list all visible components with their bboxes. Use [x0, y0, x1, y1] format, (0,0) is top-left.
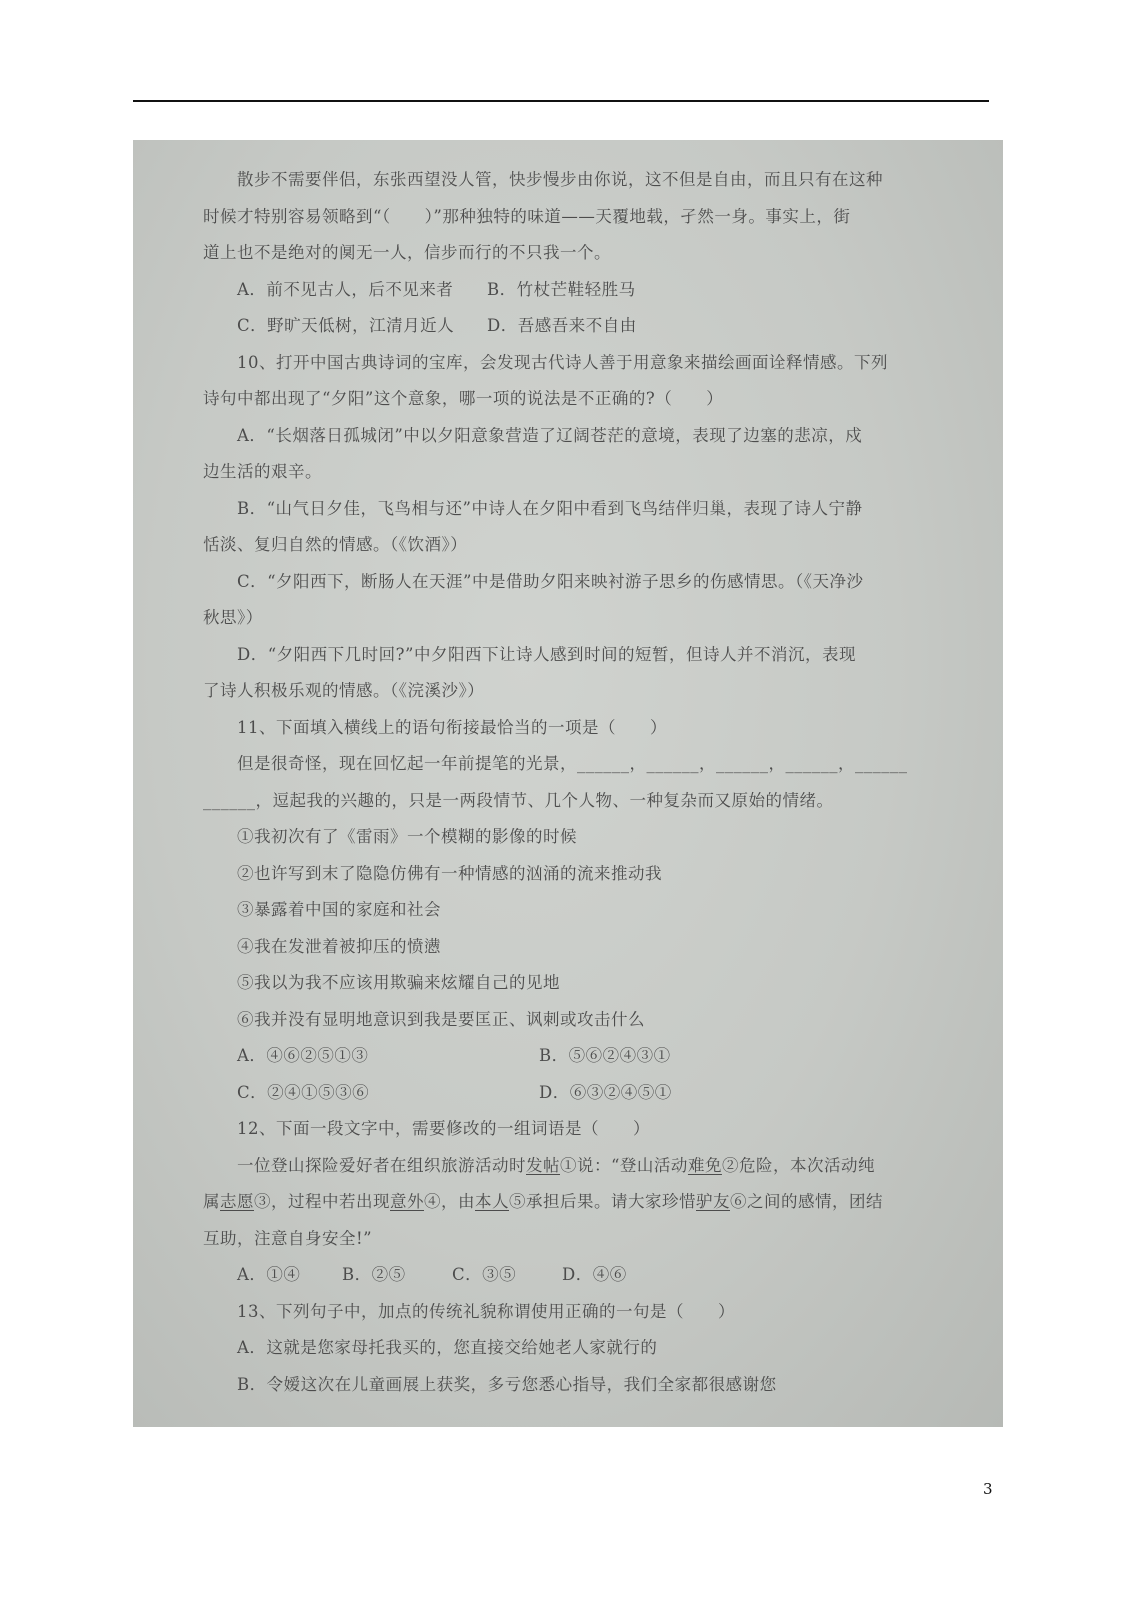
q9-option-c: C．野旷天低树，江清月近人: [237, 316, 455, 335]
q11-sentence-3: ③暴露着中国的家庭和社会: [237, 900, 441, 919]
q12-passage-line-2: [203, 1184, 983, 1221]
q12-text: ③，过程中若出现: [254, 1192, 390, 1211]
q11-options-row-1: [203, 1038, 983, 1075]
q10-option-a: A．“长烟落日孤城闭”中以夕阳意象营造了辽阔苍茫的意境，表现了边塞的悲凉，戍: [237, 425, 863, 445]
q12-underlined-word: 意外: [390, 1192, 424, 1211]
q11-sentence-4: ④我在发泄着被抑压的愤懑: [237, 936, 441, 956]
scanned-exam-page: [133, 140, 1003, 1427]
q12-text: 一位登山探险爱好者在组织旅游活动时: [237, 1155, 526, 1175]
q13-option-b: B．令嫒这次在儿童画展上获奖，多亏您悉心指导，我们全家都很感谢您: [237, 1374, 777, 1394]
q12-passage-line-1: [203, 1148, 983, 1185]
q12-passage-line-3: 互助，注意自身安全!”: [203, 1228, 373, 1248]
q12-underlined-word: 志愿: [220, 1192, 254, 1211]
q11-sentence-2: ②也许写到末了隐隐仿佛有一种情感的汹涌的流来推动我: [237, 863, 662, 883]
q11-option-d: D．⑥③②④⑤①: [539, 1082, 672, 1102]
q12-text: ④，由: [424, 1192, 475, 1211]
q12-underlined-word: 难免: [687, 1155, 722, 1175]
page-number: 3: [983, 1480, 993, 1498]
passage-line: 时候才特别容易领略到“（ ）”那种独特的味道——天覆地载，孑然一身。事实上，街: [203, 206, 851, 226]
q12-option-b: B．②⑤: [342, 1265, 406, 1284]
q11-option-a: A．④⑥②⑤①③: [237, 1046, 369, 1065]
q12-underlined-word: 本人: [475, 1192, 509, 1211]
q10-stem: 诗句中都出现了“夕阳”这个意象，哪一项的说法是不正确的?（ ）: [203, 389, 724, 408]
q13-option-a: A．这就是您家母托我买的，您直接交给她老人家就行的: [237, 1338, 658, 1357]
q12-text: 属: [203, 1192, 220, 1211]
q12-option-a: A．①④: [237, 1265, 301, 1284]
q10-option-d: D．“夕阳西下几时回?”中夕阳西下让诗人感到时间的短暂，但诗人并不消沉，表现: [237, 644, 856, 664]
q11-sentence-5: ⑤我以为我不应该用欺骗来炫耀自己的见地: [237, 973, 560, 992]
q9-option-d: D．吾感吾来不自由: [487, 316, 637, 335]
q11-options-row-2: [203, 1075, 983, 1112]
q12-stem: 12、下面一段文字中，需要修改的一组词语是（ ）: [237, 1119, 650, 1138]
passage-line: 散步不需要伴侣，东张西望没人管，快步慢步由你说，这不但是自由，而且只有在这种: [237, 170, 883, 189]
q12-text: ⑤承担后果。请大家珍惜: [509, 1192, 696, 1211]
q12-text: ①说：“登山活动: [560, 1155, 688, 1175]
q11-passage-cont: ______，逗起我的兴趣的，只是一两段情节、几个人物、一种复杂而又原始的情绪。: [203, 790, 834, 810]
q10-option-b-cont: 恬淡、复归自然的情感。（《饮酒》）: [203, 535, 468, 554]
q11-stem: 11、下面填入横线上的语句衔接最恰当的一项是（ ）: [237, 717, 667, 737]
q11-sentence-6: ⑥我并没有显明地意识到我是要匡正、讽刺或攻击什么: [237, 1009, 645, 1029]
q12-underlined-word: 驴友: [696, 1192, 730, 1211]
header-rule: [133, 100, 989, 102]
q10-option-b: B．“山气日夕佳，飞鸟相与还”中诗人在夕阳中看到飞鸟结伴归巢，表现了诗人宁静: [237, 498, 863, 518]
q12-option-c: C．③⑤: [452, 1265, 517, 1284]
exam-text: [203, 162, 983, 1403]
q12-option-d: D．④⑥: [562, 1265, 627, 1284]
q12-text: ⑥之间的感情，团结: [730, 1192, 883, 1211]
q12-options: [203, 1257, 983, 1294]
q10-option-a-cont: 边生活的艰辛。: [203, 462, 322, 481]
q11-sentence-1: ①我初次有了《雷雨》一个模糊的影像的时候: [237, 827, 577, 846]
q12-text: ②危险，本次活动纯: [721, 1155, 875, 1175]
q10-option-c: C．“夕阳西下，断肠人在天涯”中是借助夕阳来映衬游子思乡的伤感情思。（《天净沙: [237, 571, 864, 591]
q9-options-row-1: [203, 272, 983, 309]
q10-option-d-cont: 了诗人积极乐观的情感。（《浣溪沙》）: [203, 681, 485, 700]
q11-passage: 但是很奇怪，现在回忆起一年前提笔的光景，______，______，______，______，______: [237, 754, 908, 773]
q12-underlined-word: 发帖: [526, 1155, 560, 1175]
passage-line: 道上也不是绝对的阒无一人，信步而行的不只我一个。: [203, 243, 611, 262]
q10-option-c-cont: 秋思》）: [203, 608, 263, 627]
q11-option-c: C．②④①⑤③⑥: [237, 1082, 370, 1102]
q9-option-b: B．竹杖芒鞋轻胜马: [487, 279, 636, 299]
q13-stem: 13、下列句子中，加点的传统礼貌称谓使用正确的一句是（ ）: [237, 1301, 735, 1321]
q9-options-row-2: [203, 308, 983, 345]
q11-option-b: B．⑤⑥②④③①: [539, 1046, 671, 1065]
q10-stem: 10、打开中国古典诗词的宝库，会发现古代诗人善于用意象来描绘画面诠释情感。下列: [237, 352, 888, 372]
q9-option-a: A．前不见古人，后不见来者: [237, 279, 454, 299]
